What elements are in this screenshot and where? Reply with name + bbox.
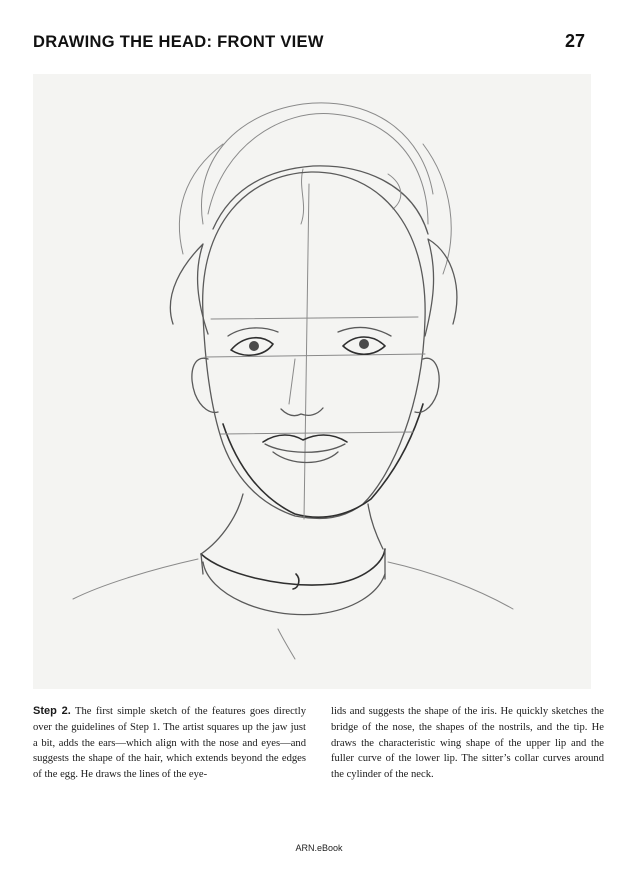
portrait-sketch-figure (33, 74, 591, 689)
page-number: 27 (564, 31, 585, 51)
caption-column-right: lids and suggests the shape of the iris. He quickly sketches the bridge of the nose, the shapes of the nostrils, and the tip. He draws the characteristic wing shape of the upper lip and the fuller curve of the lower lip. The sitter’s collar curves around the cylinder of the neck. (331, 706, 604, 781)
page-title: DRAWING THE HEAD: FRONT VIEW (33, 33, 324, 51)
page-footer: ARN.eBook (295, 843, 343, 853)
page-header (33, 33, 585, 55)
portrait-sketch-illustration (33, 74, 591, 689)
caption-left-text: The first simple sketch of the features goes directly over the guidelines of Step 1. The artist squares up the jaw just a bit, adds the ears—which align with the nose and eyes—and suggests the shape of the hair, which extends beyond the edges of the egg. He draws the lines of the eye- (33, 706, 306, 781)
step-label: Step 2. (33, 705, 71, 717)
caption-column-left (33, 704, 306, 783)
